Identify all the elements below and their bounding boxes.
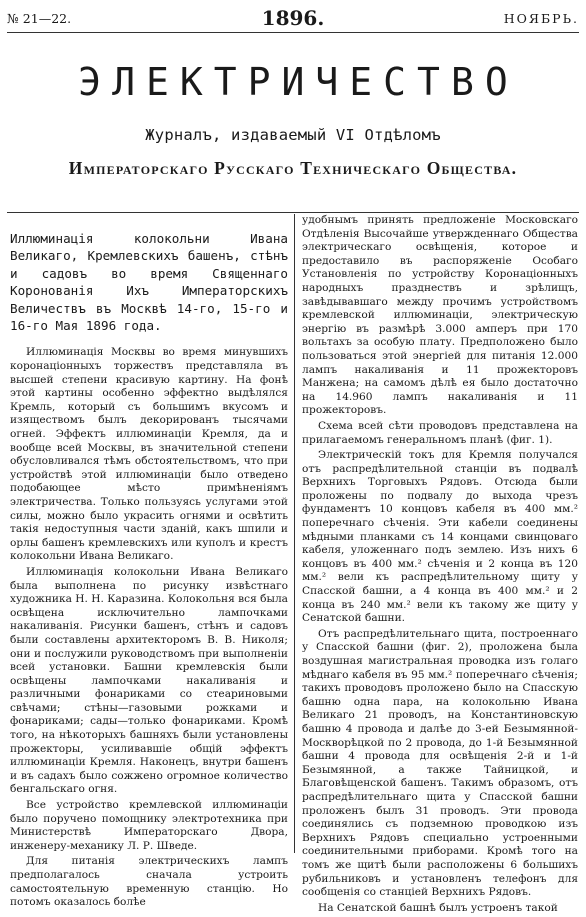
header-divider — [7, 212, 579, 213]
paragraph: Иллюминація колокольни Ивана Великаго была выполнена по рисунку извѣстнаго художника Н. Н. Каразина. Колокольня вся была освѣщена исключительно лампочками накаливанія. Рисунки башенъ, стѣнъ и садовъ были составлены архитекторомъ В. В. Николя; они и послужили руководствомъ при выполненіи всей установки. Башни кремлевскія были освѣщены лампочками накаливанія и различными фонариками со стеариновыми свѣчами; стѣны—газовыми рожками и фонариками; сады—только фонариками. Кромѣ того, на нѣкоторыхъ башняхъ были установлены прожекторы, усиливавшіе общій эффектъ иллюминаціи Кремля. Наконецъ, внутри башенъ и въ садахъ было сожжено огромное количество бенгальскаго огня. — [10, 565, 288, 796]
paragraph: Для питанія электрическихъ лампъ предполагалось сначала устроить самостоятельную временную станцію. Но потомъ оказалось болѣе — [10, 855, 288, 909]
paragraph: Электрическій токъ для Кремля получался отъ распредѣлительной станціи въ подвалѣ Верхнихъ Торговыхъ Рядовъ. Отсюда были проложены по подвалу до выхода чрезъ фундаментъ 10 концовъ кабеля въ 400 мм.² поперечнаго сѣченія. Эти кабели соединены мѣдными планками съ 14 концами свинцоваго кабеля, уложеннаго подъ землею. Изъ нихъ 6 концовъ въ 400 мм.² сѣченія и 2 конца въ 120 мм.² вели къ распредѣлительному щиту у Спасской башни, а 4 конца въ 400 мм.² и 2 конца въ 240 мм.² вели къ такому же щиту у Сенатской башни. — [302, 449, 578, 625]
journal-title: ЭЛЕКТРИЧЕСТВО — [78, 60, 519, 104]
issue-number: № 21—22. — [7, 11, 72, 26]
society-name: Императорскаго Русскаго Техническаго Общества. — [68, 158, 518, 178]
issue-month: НОЯБРЬ. — [503, 11, 579, 26]
paragraph: Схема всей сѣти проводовъ представлена на прилагаемомъ генеральномъ планѣ (фиг. 1). — [302, 419, 578, 446]
journal-subtitle: Журналъ, издаваемый VI Отдѣломъ — [145, 126, 441, 144]
left-column — [10, 214, 288, 912]
paragraph: удобнымъ принять предложеніе Московскаго Отдѣленія Высочайше утвержденнаго Общества электрическаго освѣщенія, которое и предоставило въ распоряженіе Особаго Установленія по устройству Коронаціонныхъ народныхъ празднествъ и зрѣлищъ, завѣдывавшаго между прочимъ устройствомъ кремлевской иллюминаціи, электрическую энергію въ размѣрѣ 3.000 амперъ при 170 вольтахъ за особую плату. Предположено было пользоваться этой энергіей для питанія 12.000 лампъ накаливанія и 11 прожекторовъ Манжена; на самомъ дѣлѣ ея было достаточно на 14.960 лампъ накаливанія и 11 прожекторовъ. — [302, 214, 578, 417]
column-divider — [294, 214, 295, 853]
page-header — [7, 6, 579, 33]
paragraph: На Сенатской башнѣ былъ устроенъ такой — [318, 901, 558, 914]
masthead — [0, 58, 586, 179]
article-headline: Иллюминація колокольни Ивана Великаго, Кремлевскихъ башенъ, стѣнъ и садовъ во время Священнаго Коронованія Ихъ Императорскихъ Величествъ въ Москвѣ 14-го, 15-го и 16-го Мая 1896 года. — [10, 231, 288, 334]
paragraph: Иллюминація Москвы во время минувшихъ коронаціонныхъ торжествъ представляла въ высшей степени красивую картину. На фонѣ этой картины особенно эффектно выдѣлялся Кремль, который съ большимъ вкусомъ и изяществомъ былъ декорированъ тысячами огней. Эффектъ иллюминаціи Кремля, да и вообще всей Москвы, въ значительной степени обусловливался тѣмъ обстоятельствомъ, что при устройствѣ этой иллюминаціи было отведено подобающее мѣсто примѣненіямъ электричества. Только пользуясь услугами этой силы, можно было украсить огнями и освѣтить такія недоступныя части зданій, какъ шпили и орлы башенъ кремлевскихъ или куполъ и крестъ колокольни Ивана Великаго. — [10, 346, 288, 563]
paragraph: Все устройство кремлевской иллюминаціи было поручено помощнику электротехника при Министерствѣ Императорскаго Двора, инженеру-механику Л. Р. Шведе. — [10, 799, 288, 852]
right-column — [302, 214, 578, 917]
paragraph: Отъ распредѣлительнаго щита, построеннаго у Спасской башни (фиг. 2), проложена была воздушная магистральная проводка изъ голаго мѣднаго кабеля въ 95 мм.² поперечнаго сѣченія; такихъ проводовъ проложено было на Спасскую башню одна пара, на колокольню Ивана Великаго 21 проводъ, на Константиновскую башню 4 провода и далѣе до 3-ей Безымянной-Москворѣцкой по 2 провода, до 1-й Безымянной башни 4 провода для освѣщенія 2-й и 1-й Безымянной, а также Тайницкой, и Благовѣщенской башенъ. Такимъ образомъ, отъ распредѣлительнаго щита у Спасской башни проложенъ былъ 31 проводъ. Эти провода соединялись съ подземною проводкою изъ Верхнихъ Рядовъ специально устроенными соединительными приборами. Кромѣ того на томъ же щитѣ были расположены 6 большихъ рубильниковъ и установленъ телефонъ для сообщенія со станціей Верхнихъ Рядовъ. — [302, 627, 578, 899]
issue-year: 1896. — [261, 6, 325, 30]
